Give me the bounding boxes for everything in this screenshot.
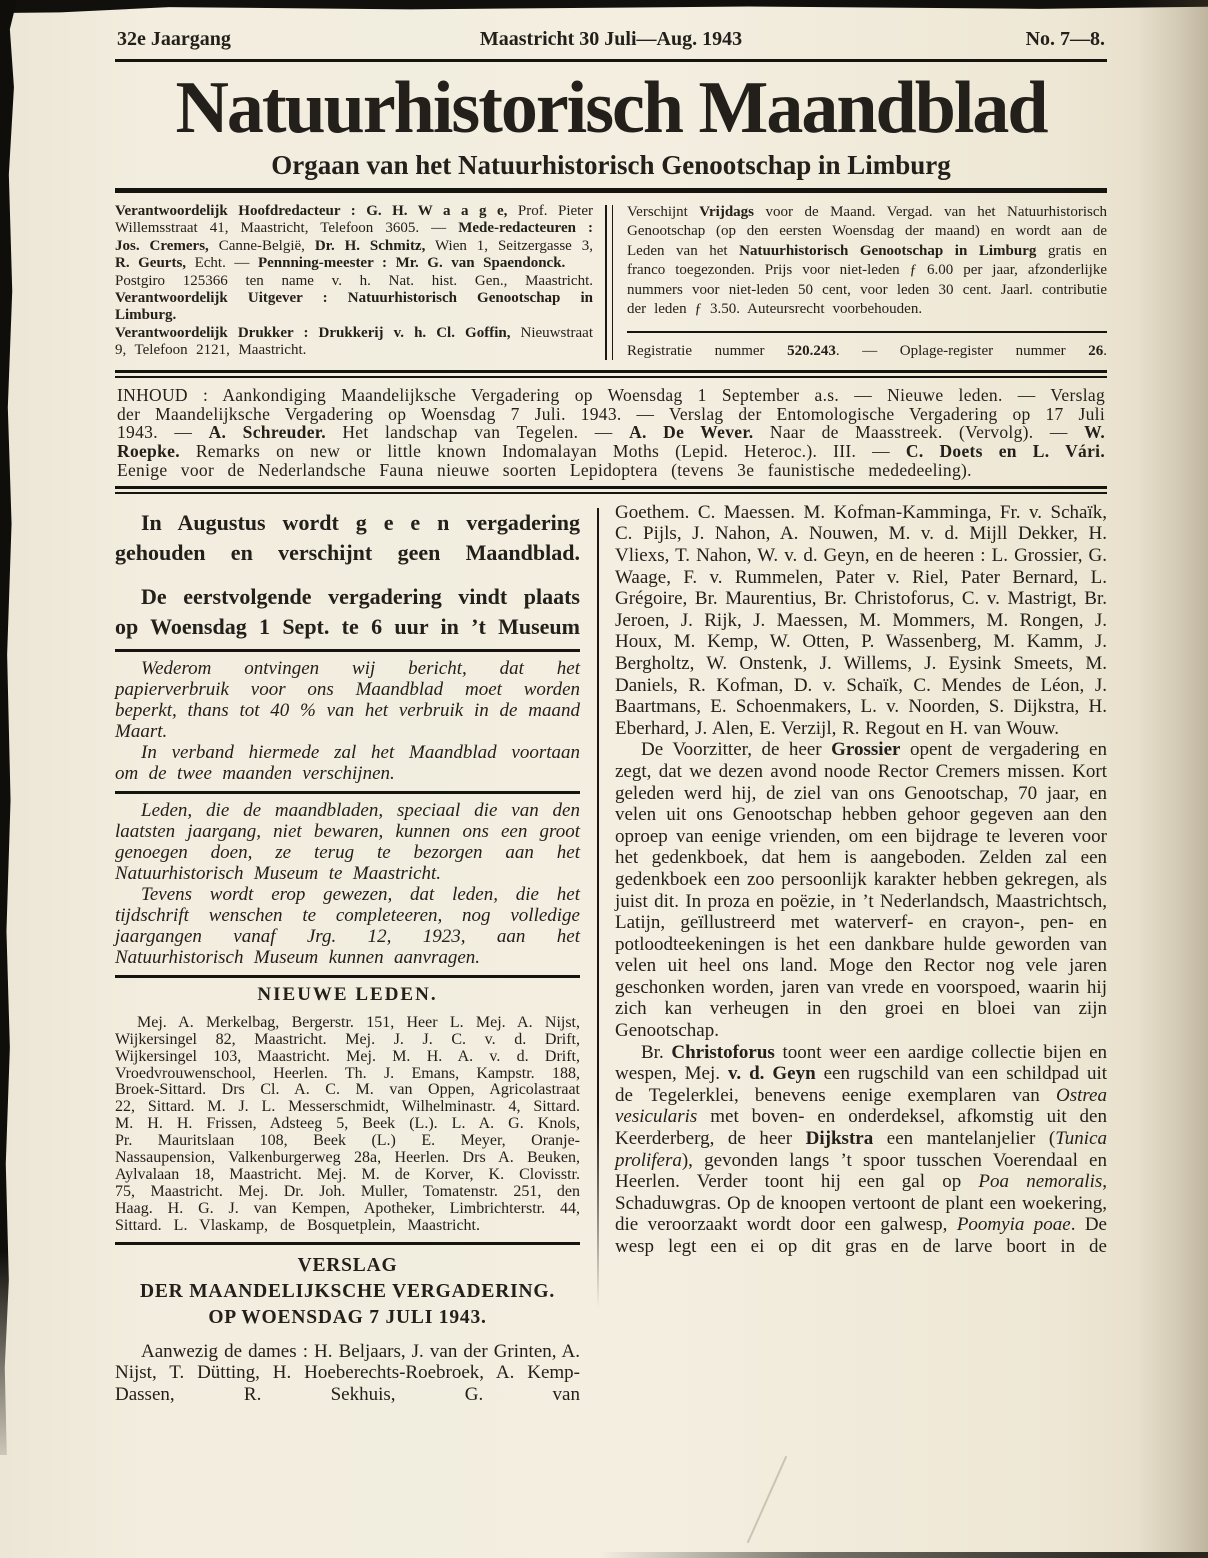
notice-no-august-meeting: [115, 508, 580, 568]
section-rule: [115, 975, 580, 978]
scan-shadow-right: [1136, 0, 1208, 1558]
notice-line: De eerstvolgende vergadering vindt plaats: [141, 583, 580, 609]
section-rule: [115, 1242, 580, 1245]
issue-date: Maastricht 30 Juli—Aug. 1943: [479, 28, 743, 50]
masthead-vertical-divider: [605, 205, 613, 360]
issue-header: [115, 26, 1107, 59]
inhoud-top-rule: [115, 370, 1107, 378]
left-column: [115, 502, 580, 1406]
attendees-continued-paragraph: Goethem. C. Maessen. M. Kofman-Kamminga, Fr. v. Schaïk, C. Pijls, J. Nahon, A. Nouwen, M. v. d. Mijll Dekker, H. Vliexs, T. Nahon, W. v. d. Geyn, en de heeren : L. Grossier, G. Waage, F. v. Rummelen, Pater v. Riel, Pater Bernard, L. Grégoire, Br. Maurentius, Br. Christoforus, C. v. Mastrigt, Br. Jeroen, J. Rijk, J. Maessen, M. Mommers, M. Rongen, J. Houx, M. Kemp, W. Otten, P. Wassenberg, M. Kamm, J. Bergholtz, W. Onstenk, J. Willems, J. Eysink Smeets, M. Daniels, R. Kofman, D. v. Schaïk, C. Mendes de Léon, J. Baartmans, E. Schoenmakers, L. v. Noorden, S. Dijkstra, H. Eberhard, J. Alen, E. Verzijl, R. Regout en H. van Wouw.: [615, 501, 1107, 739]
masthead-postgiro: Postgiro 125366 ten name v. h. Nat. hist. Gen., Maastricht.: [115, 272, 593, 289]
body-columns: [115, 502, 1107, 1406]
masthead-right-column: [627, 203, 1107, 362]
masthead-right-rule: [627, 331, 1107, 333]
inhoud-bottom-rule: [115, 486, 1107, 494]
verslag-heading: [115, 1253, 580, 1331]
scan-border-top: [0, 0, 1208, 13]
notice-next-meeting: [115, 582, 580, 642]
member-return-notice: Tevens wordt erop gewezen, dat leden, die het tijdschrift wenschen te completeeren, nog volledige jaargangen vanaf Jrg. 12, 1923, aan het Natuurhistorisch Museum kunnen aanvragen.: [115, 883, 580, 968]
volume-label: 32e Jaargang: [117, 28, 231, 50]
masthead-editors: Verantwoordelijk Hoofdredacteur : G. H. W a a g e, Prof. Pieter Willemsstraat 41, Maastricht, Telefoon 3605. — Mede-redacteuren : Jos. Cremers, Canne-België, Dr. H. Schmitz, Wien 1, Seitzergasse 3, R. Geurts, Echt. — Pennning-meester : Mr. G. van Spaendonck.: [115, 203, 593, 272]
scan-border-left: [0, 0, 17, 1455]
paper-restriction-notice: Wederom ontvingen wij bericht, dat het papierverbruik voor ons Maandblad moet worden beperkt, thans tot 40 % van het verbruik in de maand Maart.: [115, 657, 580, 742]
nieuwe-leden-heading: NIEUWE LEDEN.: [257, 983, 438, 1005]
right-column: [615, 502, 1107, 1406]
paper-restriction-notice: In verband hiermede zal het Maandblad voortaan om de twee maanden verschijnen.: [115, 741, 580, 784]
new-members-list: Mej. A. Merkelbag, Bergerstr. 151, Heer L. Mej. A. Nijst, Wijkersingel 82, Maastricht. Mej. J. J. C. v. d. Drift, Wijkersingel 103, Maastricht. Mej. M. H. A. v. d. Drift, Vroedvrouwenschool, Heerlen. Th. J. Emans, Kampstr. 188, Broek-Sittard. Drs Cl. A. C. M. van Oppen, Agricolastraat 22, Sittard. M. J. L. Messerschmidt, Wilhelminastr. 4, Sittard. M. H. H. Frissen, Adsteeg 5, Beek (L.). L. A. G. Knols, Pr. Mauritslaan 108, Beek (L.) E. Meyer, Oranje-Nassaupension, Valkenburgerweg 28a, Heerlen. Drs A. Beuken, Aylvalaan 18, Maastricht. Mej. M. de Korver, K. Clovisstr. 75, Maastricht. Mej. Dr. Joh. Muller, Tomatenstr. 251, den Haag. H. G. J. van Kempen, Apotheker, Limbrichterstr. 44, Sittard. L. Vlaskamp, de Bosquetplein, Maastricht.: [115, 1013, 580, 1234]
masthead: [115, 193, 1107, 370]
column-divider: [597, 508, 599, 1308]
notice-line: gehouden en verschijnt geen Maandblad.: [115, 539, 580, 565]
inhoud-text: INHOUD : Aankondiging Maandelijksche Vergadering op Woensdag 1 September a.s. — Nieuwe leden. — Verslag der Maandelijksche Vergadering op Woensdag 7 Juli. 1943. — Verslag der Entomologische Vergadering op 17 Juli 1943. — A. Schreuder. Het landschap van Tegelen. — A. De Wever. Naar de Maasstreek. (Vervolg). — W. Roepke. Remarks on new or little known Indomalayan Moths (Lepid. Heteroc.). III. — C. Doets en L. Vári. Eenige voor de Nederlandsche Fauna nieuwe soorten Lepidoptera (tevens 3e faunistische mededeeling).: [117, 384, 1106, 481]
member-return-notice: Leden, die de maandbladen, speciaal die van den laatsten jaargang, niet bewaren, kunnen ons een groot genoegen doen, ze terug te bezorgen aan het Natuurhistorisch Museum te Maastricht.: [115, 799, 580, 884]
masthead-publication-info: Verschijnt Vrijdags voor de Maand. Vergad. van het Natuurhistorisch Genootschap (op den eersten Woensdag der maand) en wordt aan de Leden van het Natuurhistorisch Genootschap in Limburg gratis en franco toegezonden. Prijs voor niet-leden ƒ 6.00 per jaar, afzonderlijke nummers voor niet-leden 50 cent, voor leden 30 cent. Jaarl. contributie der leden ƒ 3.50. Auteursrecht voorbehouden.: [627, 204, 1108, 318]
masthead-printer: Verantwoordelijk Drukker : Drukkerij v. h. Cl. Goffin, Nieuwstraat 9, Telefoon 2121, Maastricht.: [115, 324, 593, 359]
masthead-registration: Registratie nummer 520.243. — Oplage-register nummer 26.: [627, 343, 1107, 360]
journal-title: Natuurhistorisch Maandblad: [175, 67, 1047, 149]
verslag-heading-line: VERSLAG: [297, 1254, 398, 1276]
masthead-left-column: [115, 203, 593, 362]
journal-subtitle: Orgaan van het Natuurhistorisch Genootschap in Limburg: [271, 150, 951, 180]
table-of-contents: [115, 378, 1107, 486]
notice-line: In Augustus wordt g e e n vergadering: [141, 509, 580, 535]
masthead-publisher: Verantwoordelijk Uitgever : Natuurhistorisch Genootschap in Limburg.: [115, 290, 593, 324]
verslag-heading-line: OP WOENSDAG 7 JULI 1943.: [208, 1306, 487, 1328]
page-content: [115, 26, 1107, 1405]
paper-crease: [747, 1456, 787, 1544]
attendees-paragraph: Aanwezig de dames : H. Beljaars, J. van der Grinten, A. Nijst, T. Dütting, H. Hoeberechts-Roebroek, A. Kemp-Dassen, R. Sekhuis, G. van: [115, 1340, 580, 1405]
scan-border-bottom: [600, 1552, 1208, 1558]
collections-paragraph: Br. Christoforus toont weer een aardige collectie bijen en wespen, Mej. v. d. Geyn een rugschild van een schildpad uit de Tegelerklei, benevens eenige exemplaren van Ostrea vesicularis met boven- en onderdeksel, afkomstig uit den Keerderberg, de heer Dijkstra een mantelanjelier (Tunica prolifera), gevonden langs ’t spoor tusschen Voerendaal en Heerlen. Verder toont hij een gal op Poa nemoralis, Schaduwgras. Op de knoopen vertoont de plant een woekering, die veroorzaakt wordt door een galwesp, Poomyia poae. De wesp legt een ei op dit gras en de larve boort in de: [615, 1041, 1107, 1258]
chairman-paragraph: De Voorzitter, de heer Grossier opent de vergadering en zegt, dat we dezen avond noode Rector Cremers missen. Kort geleden werd hij, de ziel van ons Genootschap, 70 jaar, en velen uit ons Genootschap hebben gehoor gegeven aan den oproep van eenige vrienden, om een bijdrage te leveren voor het gedenkboek, dat hem is aangeboden. Zelden zal een gedenkboek een zoo persoonlijk karakter hebben gekregen, als juist dit. In proza en poëzie, in ’t Nederlandsch, Maastrichtsch, Latijn, geïllustreerd met waterverf- en crayon-, pen- en potloodteekeningen is het een dankbare hulde geworden van velen uit heel ons land. Moge den Rector nog vele jaren geschonken worden, jaren van vrede en voorspoed, waarin hij zich kan verheugen in den groei en bloei van zijn Genootschap.: [615, 739, 1107, 1042]
issue-number: No. 7—8.: [1025, 28, 1106, 50]
notice-line: op Woensdag 1 Sept. te 6 uur in ’t Museum: [115, 613, 580, 639]
section-rule: [115, 791, 580, 794]
verslag-heading-line: DER MAANDELIJKSCHE VERGADERING.: [139, 1280, 556, 1302]
header-rule: [115, 59, 1107, 62]
section-rule: [115, 649, 580, 652]
